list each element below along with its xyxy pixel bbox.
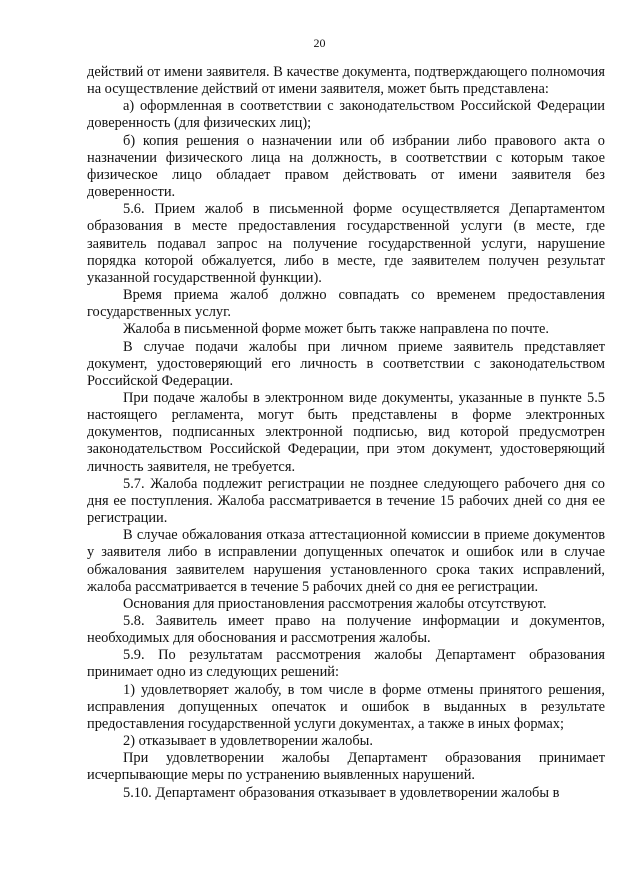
paragraph-5-7: 5.7. Жалоба подлежит регистрации не позднее следующего рабочего дня со дня ее поступления. Жалоба рассматривается в течение 15 рабочих дней со дня ее регистрации. (87, 475, 605, 527)
paragraph-decision-1: 1) удовлетворяет жалобу, в том числе в форме отмены принятого решения, исправления допущенных опечаток и ошибок в выданных в результате предоставления государственной услуги документах, а также в иных формах; (87, 681, 605, 732)
paragraph-item-a: а) оформленная в соответствии с законодательством Российской Федерации доверенность (для физических лиц); (87, 98, 605, 132)
paragraph-suspension-grounds: Основания для приостановления рассмотрения жалобы отсутствуют. (123, 595, 547, 612)
paragraph-5-6: 5.6. Прием жалоб в письменной форме осуществляется Департаментом образования в месте предоставления государственной услуги (в месте, где заявитель подавал запрос на получение государственной услуги, нарушение порядка которой обжалуется, либо в месте, где заявителем получен результат указанной государственной функции). (87, 201, 605, 286)
page-number: 20 (313, 36, 326, 50)
paragraph-remedy-measures: При удовлетворении жалобы Департамент образования принимает исчерпывающие меры по устранению выявленных нарушений. (87, 750, 605, 784)
paragraph-electronic-submission: При подаче жалобы в электронном виде документы, указанные в пункте 5.5 настоящего регламента, могут быть представлены в форме электронных документов, подписанных электронной подписью, вид которой предусмотрен законодательством Российской Федерации, при этом документ, удостоверяющий личность заявителя, не требуется. (87, 389, 605, 475)
paragraph-reception-time: Время приема жалоб должно совпадать со временем предоставления государственных услуг. (87, 287, 605, 321)
document-body (87, 64, 605, 802)
paragraph-5-8: 5.8. Заявитель имеет право на получение информации и документов, необходимых для обоснования и рассмотрения жалобы. (87, 613, 605, 647)
paragraph-decision-2: 2) отказывает в удовлетворении жалобы. (123, 733, 373, 750)
paragraph-personal-reception: В случае подачи жалобы при личном приеме заявитель представляет документ, удостоверяющий его личность в соответствии с законодательством Российской Федерации. (87, 338, 605, 389)
paragraph-continuation: действий от имени заявителя. В качестве документа, подтверждающего полномочия на осуществление действий от имени заявителя, может быть представлена: (87, 64, 605, 98)
paragraph-appeal-refusal: В случае обжалования отказа аттестационной комиссии в приеме документов у заявителя либо в исправлении допущенных опечаток и ошибок или в случае обжалования заявителем нарушения установленного срока таких исправлений, жалоба рассматривается в течение 5 рабочих дней со дня ее регистрации. (87, 527, 605, 595)
paragraph-5-10: 5.10. Департамент образования отказывает в удовлетворении жалобы в (123, 784, 560, 801)
paragraph-item-b: б) копия решения о назначении или об избрании либо правового акта о назначении физического лица на должность, в соответствии с которым такое физическое лицо обладает правом действовать от имени заявителя без доверенности. (87, 132, 605, 201)
paragraph-5-9: 5.9. По результатам рассмотрения жалобы Департамент образования принимает одно из следующих решений: (87, 647, 605, 681)
paragraph-by-mail: Жалоба в письменной форме может быть также направлена по почте. (123, 321, 550, 338)
